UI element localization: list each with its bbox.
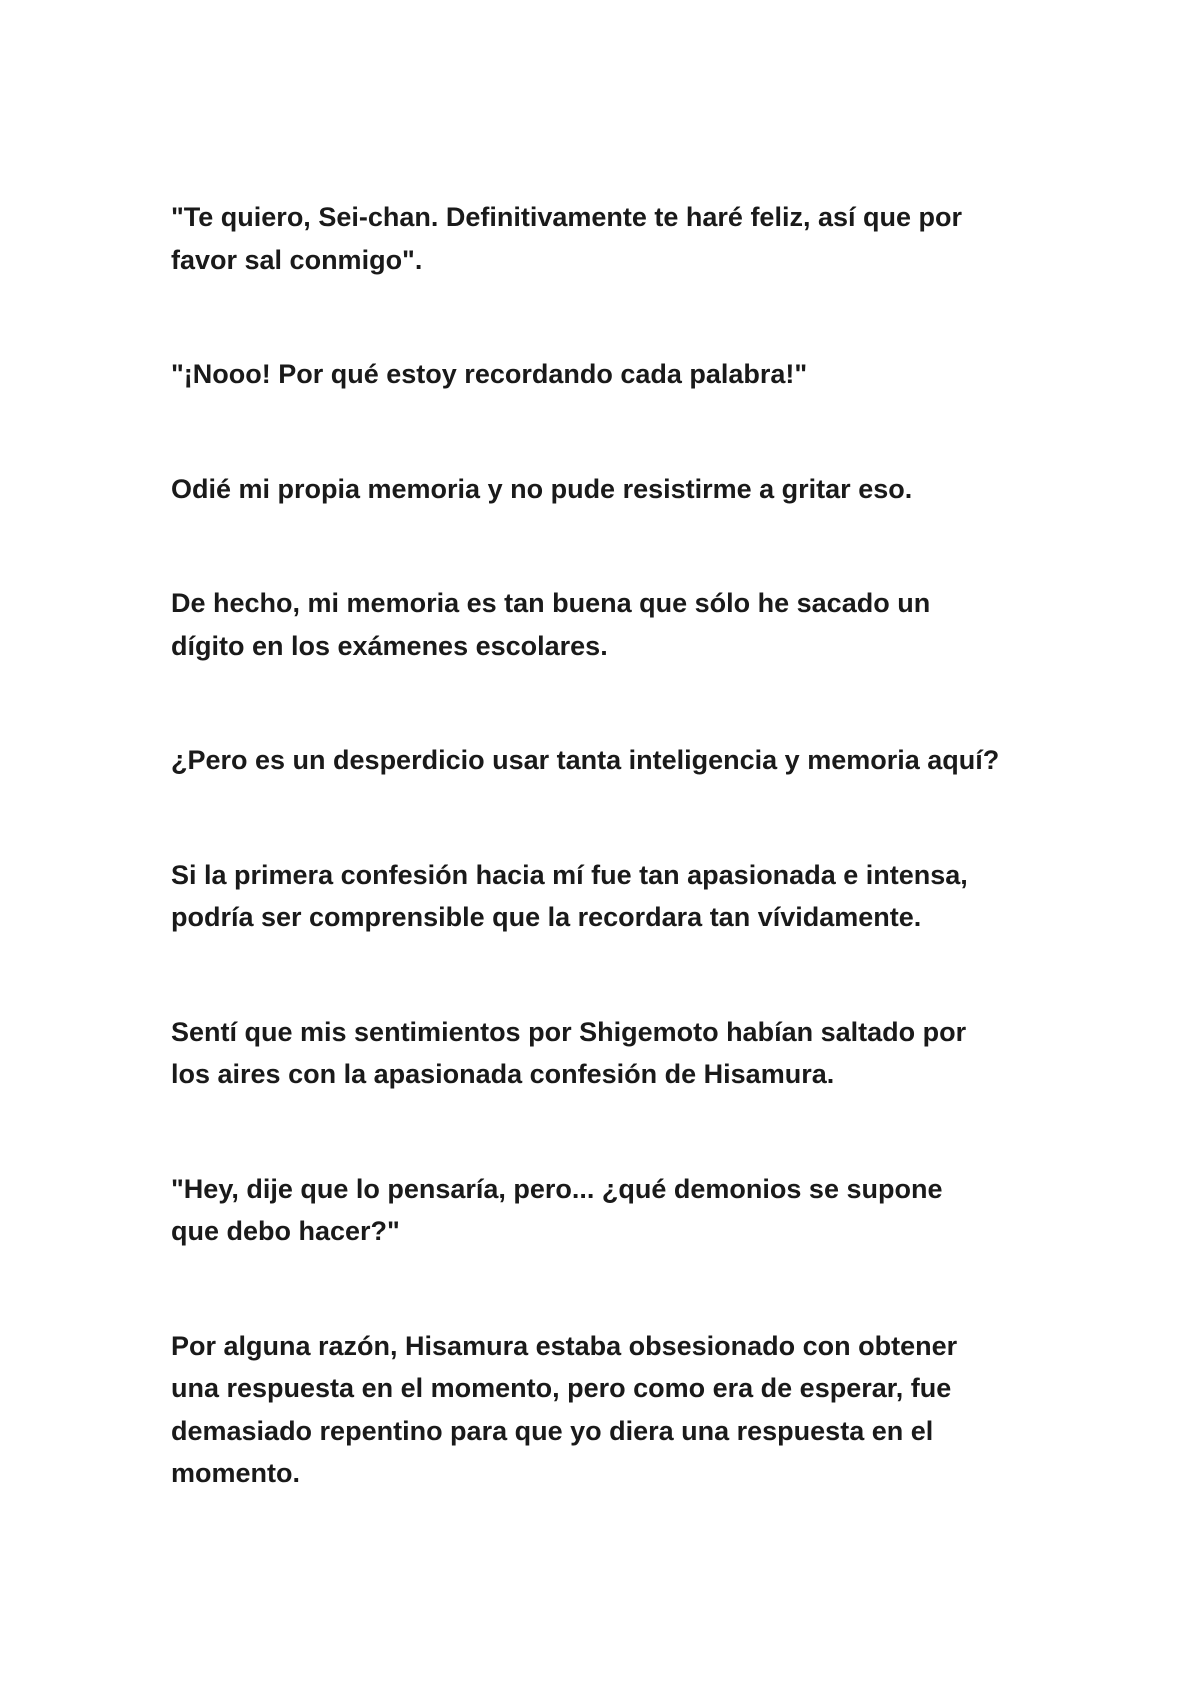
paragraph: "Hey, dije que lo pensaría, pero... ¿qué demonios se supone que debo hacer?" bbox=[171, 1173, 943, 1246]
paragraph: Por alguna razón, Hisamura estaba obsesionado con obtener una respuesta en el momento, pero como era de esperar, fue demasiado repentino para que yo diera una respuesta en el momento. bbox=[171, 1330, 958, 1488]
paragraph: Odié mi propia memoria y no pude resistirme a gritar eso. bbox=[171, 473, 913, 504]
paragraph: De hecho, mi memoria es tan buena que sólo he sacado un dígito en los exámenes escolares. bbox=[171, 588, 931, 661]
paragraph: "Te quiero, Sei-chan. Definitivamente te haré feliz, así que por favor sal conmigo". bbox=[171, 202, 962, 275]
paragraph: "¡Nooo! Por qué estoy recordando cada palabra!" bbox=[171, 359, 808, 389]
paragraph: ¿Pero es un desperdicio usar tanta inteligencia y memoria aquí? bbox=[171, 745, 1000, 775]
paragraph: Sentí que mis sentimientos por Shigemoto habían saltado por los aires con la apasionada confesión de Hisamura. bbox=[171, 1016, 967, 1089]
paragraph: Si la primera confesión hacia mí fue tan apasionada e intensa, podría ser comprensible que la recordara tan vívidamente. bbox=[171, 859, 968, 932]
document-body bbox=[171, 196, 1071, 1567]
